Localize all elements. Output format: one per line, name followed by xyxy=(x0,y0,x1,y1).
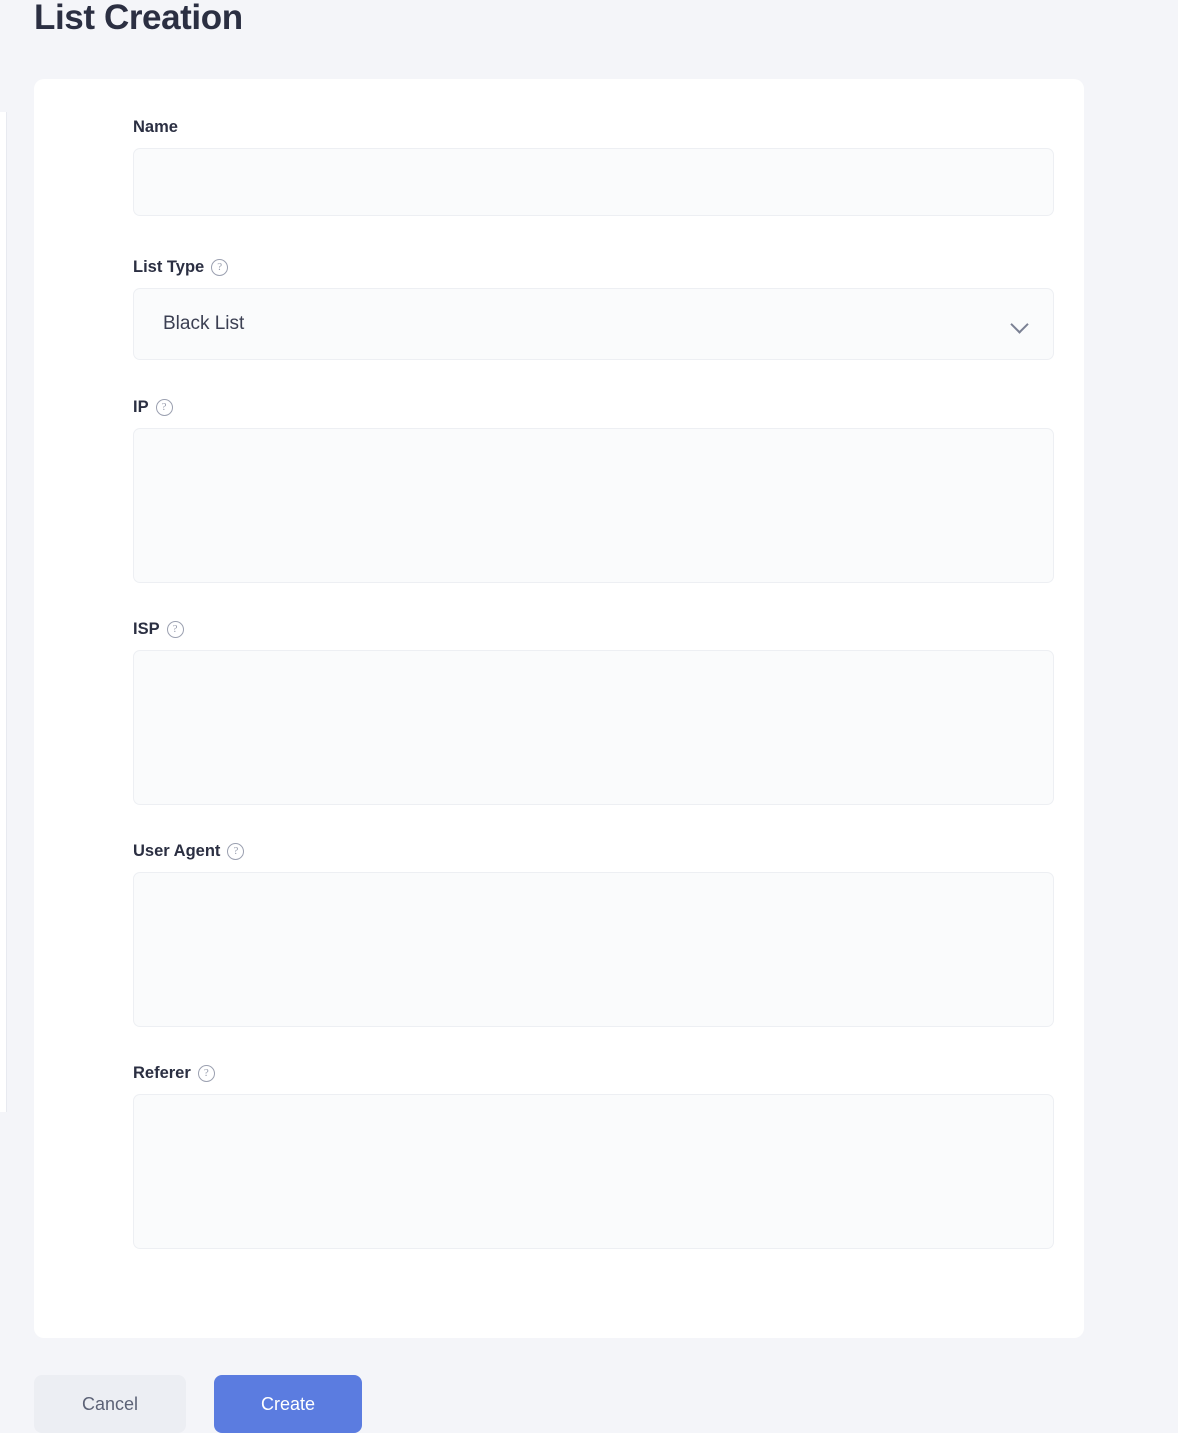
field-list-type-label xyxy=(133,257,1054,277)
field-isp-label xyxy=(133,619,1054,639)
field-user-agent-label xyxy=(133,841,1054,861)
field-user-agent-label-text: User Agent xyxy=(133,842,221,860)
help-icon[interactable]: ? xyxy=(211,259,228,276)
name-input[interactable] xyxy=(133,148,1054,216)
field-isp-label-text: ISP xyxy=(133,620,160,638)
list-creation-card xyxy=(34,79,1084,1338)
page-title: List Creation xyxy=(34,0,243,37)
field-user-agent xyxy=(133,841,1054,1027)
field-isp xyxy=(133,619,1054,805)
field-list-type xyxy=(133,257,1054,360)
chevron-down-icon xyxy=(1011,318,1031,330)
field-list-type-label-text: List Type xyxy=(133,258,205,276)
field-name-label xyxy=(133,117,1054,137)
cancel-button[interactable]: Cancel xyxy=(34,1375,186,1433)
field-referer xyxy=(133,1063,1054,1249)
list-type-select[interactable] xyxy=(133,288,1054,360)
field-referer-label xyxy=(133,1063,1054,1083)
ip-textarea[interactable] xyxy=(133,428,1054,583)
create-button[interactable]: Create xyxy=(214,1375,362,1433)
list-type-select-value: Black List xyxy=(163,313,245,334)
referer-textarea[interactable] xyxy=(133,1094,1054,1249)
field-ip xyxy=(133,397,1054,583)
help-icon[interactable]: ? xyxy=(227,843,244,860)
field-ip-label-text: IP xyxy=(133,398,149,416)
help-icon[interactable]: ? xyxy=(156,399,173,416)
left-panel-edge xyxy=(0,112,7,1112)
field-ip-label xyxy=(133,397,1054,417)
field-referer-label-text: Referer xyxy=(133,1064,191,1082)
form-actions xyxy=(34,1375,362,1433)
user-agent-textarea[interactable] xyxy=(133,872,1054,1027)
field-name-label-text: Name xyxy=(133,118,178,136)
isp-textarea[interactable] xyxy=(133,650,1054,805)
help-icon[interactable]: ? xyxy=(167,621,184,638)
help-icon[interactable]: ? xyxy=(198,1065,215,1082)
field-name xyxy=(133,117,1054,216)
